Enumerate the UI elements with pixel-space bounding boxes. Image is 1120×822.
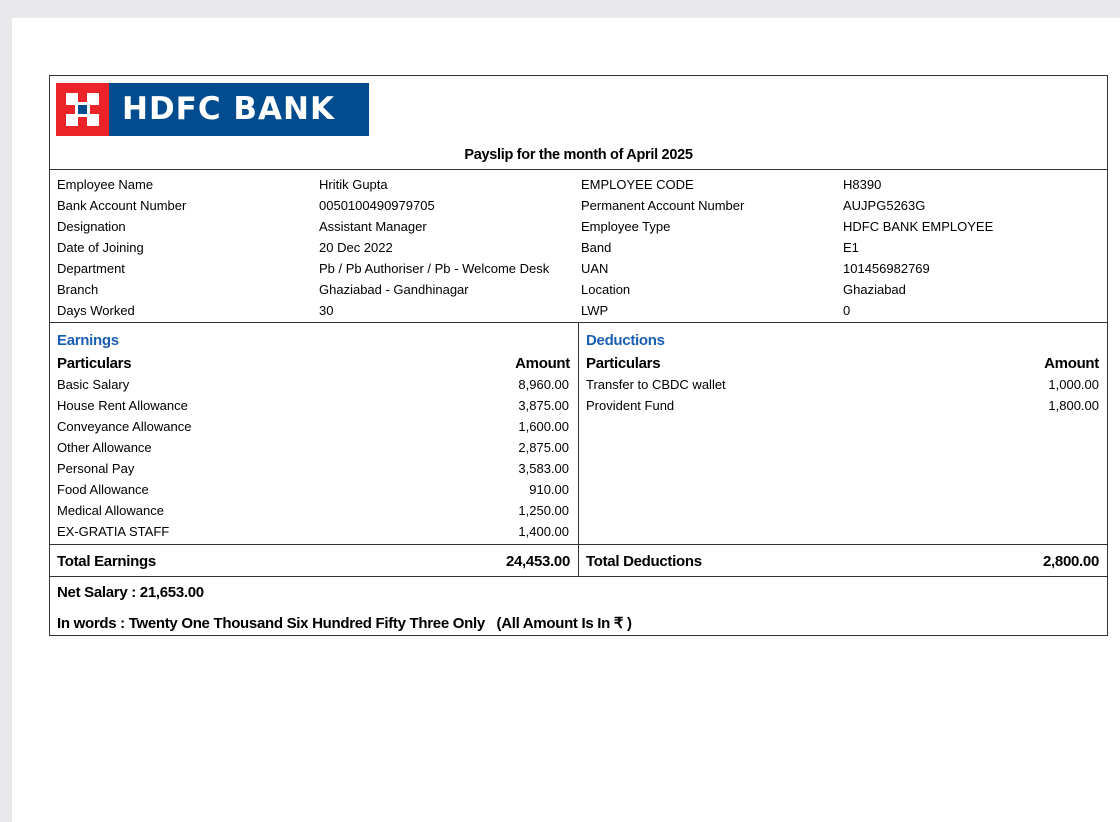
earning-amount: 1,600.00 [518, 419, 569, 434]
pan-number: AUJPG5263G [843, 198, 926, 213]
info-label: LWP [581, 303, 609, 318]
earning-name: Food Allowance [57, 482, 149, 497]
designation: Assistant Manager [319, 219, 427, 234]
earning-amount: 1,400.00 [518, 524, 569, 539]
info-label: Days Worked [57, 303, 135, 318]
info-label: Bank Account Number [57, 198, 187, 213]
info-label: Employee Type [581, 219, 671, 234]
earning-name: House Rent Allowance [57, 398, 188, 413]
department: Pb / Pb Authoriser / Pb - Welcome Desk [319, 261, 550, 276]
earnings-heading: Earnings [57, 332, 119, 349]
info-label: Branch [57, 282, 99, 297]
earnings-particulars-header: Particulars [57, 355, 132, 372]
info-labels-right [581, 174, 744, 321]
bank-name: HDFC BANK [109, 83, 369, 136]
deductions-particulars-header: Particulars [586, 355, 661, 372]
uan: 101456982769 [843, 261, 930, 276]
earning-amount: 1,250.00 [518, 503, 569, 518]
deduction-amount: 1,000.00 [1048, 377, 1099, 392]
band: E1 [843, 240, 859, 255]
info-values-right [843, 174, 993, 321]
date-of-joining: 20 Dec 2022 [319, 240, 393, 255]
document-page [12, 18, 1120, 822]
total-deductions-value: 2,800.00 [1043, 553, 1099, 570]
payslip-title: Payslip for the month of April 2025 [464, 147, 693, 163]
info-label: UAN [581, 261, 609, 276]
branch: Ghaziabad - Gandhinagar [319, 282, 469, 297]
deduction-amount: 1,800.00 [1048, 398, 1099, 413]
earning-amount: 910.00 [529, 482, 569, 497]
deductions-amount-header: Amount [1044, 355, 1099, 372]
earning-name: Conveyance Allowance [57, 419, 192, 434]
total-earnings-value: 24,453.00 [505, 553, 570, 570]
net-salary: Net Salary : 21,653.00 [57, 584, 204, 601]
employee-type: HDFC BANK EMPLOYEE [843, 219, 994, 234]
info-label: Location [581, 282, 631, 297]
info-label: Date of Joining [57, 240, 144, 255]
deduction-name: Provident Fund [586, 398, 675, 413]
amount-in-words: In words : Twenty One Thousand Six Hundred Fifty Three Only (All Amount Is In ₹ ) [57, 615, 632, 632]
divider [50, 576, 1107, 577]
payslip [49, 75, 1108, 636]
info-label: EMPLOYEE CODE [581, 177, 694, 192]
hdfc-logo-mark [56, 83, 109, 136]
days-worked: 30 [319, 303, 334, 318]
bank-account-number: 0050100490979705 [319, 198, 435, 213]
info-label: Department [57, 261, 125, 276]
divider [50, 544, 1107, 545]
info-label: Designation [57, 219, 126, 234]
earning-amount: 3,875.00 [518, 398, 569, 413]
info-label: Employee Name [57, 177, 154, 192]
hdfc-bank-logo [56, 83, 369, 136]
deduction-name: Transfer to CBDC wallet [586, 377, 726, 392]
divider [50, 169, 1107, 170]
earning-name: EX-GRATIA STAFF [57, 524, 170, 539]
earning-amount: 3,583.00 [518, 461, 569, 476]
column-divider [578, 322, 579, 576]
earnings-amount-header: Amount [515, 355, 570, 372]
earning-name: Other Allowance [57, 440, 152, 455]
earning-name: Basic Salary [57, 377, 130, 392]
earning-amount: 8,960.00 [518, 377, 569, 392]
info-values-left [319, 174, 549, 321]
info-labels-left [57, 174, 186, 321]
lwp: 0 [843, 303, 851, 318]
total-earnings-label: Total Earnings [57, 553, 156, 570]
info-label: Permanent Account Number [581, 198, 745, 213]
employee-code: H8390 [843, 177, 882, 192]
location: Ghaziabad [843, 282, 906, 297]
total-deductions-label: Total Deductions [586, 553, 702, 570]
info-label: Band [581, 240, 612, 255]
employee-name: Hritik Gupta [319, 177, 388, 192]
earning-amount: 2,875.00 [518, 440, 569, 455]
earning-name: Medical Allowance [57, 503, 164, 518]
deductions-heading: Deductions [586, 332, 665, 349]
earning-name: Personal Pay [57, 461, 135, 476]
